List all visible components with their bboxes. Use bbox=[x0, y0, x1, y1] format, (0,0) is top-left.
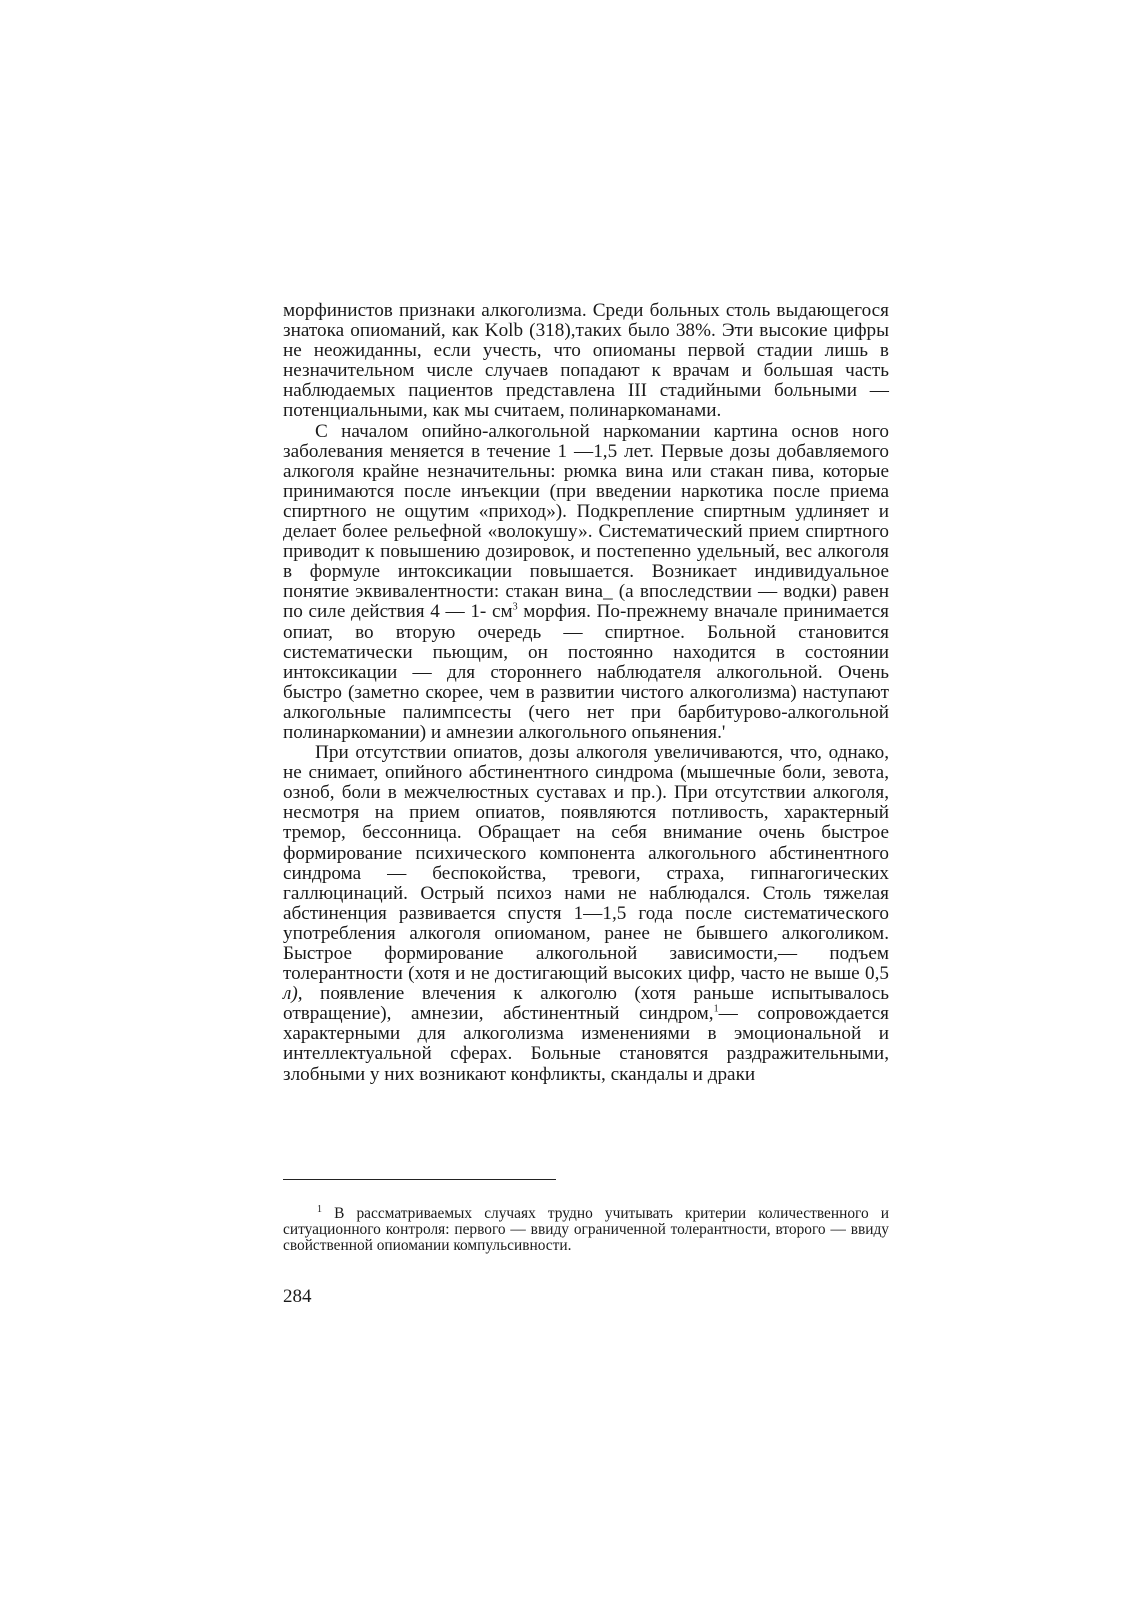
superscript: 3 bbox=[512, 602, 518, 614]
footnote bbox=[283, 1203, 889, 1255]
footnote-body: В рассматриваемых случаях трудно учитывать критерии количественного и ситуационного контроля: первого — ввиду ограниченной толерантности, второго — ввиду свойственной опиомании компульсивности. bbox=[283, 1205, 889, 1255]
text-segment: появление влечения к алкоголю (хотя раньше испытывалось отвращение), амнезии, абстинентный синдром, bbox=[283, 983, 889, 1025]
body-text bbox=[283, 301, 889, 1085]
text-segment: С началом опийно-алкогольной наркомании картина основ ного заболевания меняется в течение 1 —1,5 лет. Первые дозы добавляемого алкоголя крайне незначительны: рюмка вина или стакан пива, которые принимаются после инъекции (при введении наркотика после приема спиртного не ощутим «приход»). Подкрепление спиртным удлиняет и делает более рельефной «волокушу». Систематический прием спиртного приводит к повышению дозировок, и постепенно удельный, вес алкоголя в формуле интоксикации повышается. Возникает индивидуальное понятие эквивалентности: стакан вина_ (а впоследствии — водки) равен по силе действия 4 — 1- см bbox=[283, 420, 889, 623]
text-segment: морфинистов признаки алкоголизма. Среди больных столь выдающегося знатока опиоманий, как Kolb (318),таких было 38%. Эти высокие цифры не неожиданны, если учесть, что опиоманы первой стадии лишь в незначительном числе случаев попадают к врачам и большая часть наблюдаемых пациентов представлена III стадийными больными — потенциальными, как мы считаем, полинаркоманами. bbox=[283, 300, 889, 422]
paragraph-2 bbox=[283, 422, 889, 744]
paragraph-1 bbox=[283, 301, 889, 422]
paragraph-3 bbox=[283, 743, 889, 1085]
text-segment: При отсутствии опиатов, дозы алкоголя увеличиваются, что, однако, не снимает, опийного абстинентного синдрома (мышечные боли, зевота, озноб, боли в межчелюстных суставах и пр.). При отсутствии алкоголя, несмотря на прием опиатов, появляются потливость, характерный тремор, бессонница. Обращает на себя внимание очень быстрое формирование психического компонента алкогольного абстинентного синдрома — беспокойства, тревоги, страха, гипнагогических галлюцинаций. Острый психоз нами не наблюдался. Столь тяжелая абстиненция развивается спустя 1—1,5 года после систематического употребления алкоголя опиоманом, ранее не бывшего алкоголиком. Быстрое формирование алкогольной зависимости,— подъем толерантности (хотя и не достигающий высоких цифр, часто не выше 0,5 bbox=[283, 742, 889, 985]
footnote-text bbox=[283, 1203, 889, 1255]
text-segment: морфия. По-прежнему вначале принимается опиат, во вторую очередь — спиртное. Больной становится систематически пьющим, он постоянно находится в состоянии интоксикации — для стороннего наблюдателя алкогольной. Очень быстро (заметно скорее, чем в развитии чистого алкоголизма) наступают алкогольные палимпсесты (чего нет при барбитурово-алкогольной полинаркомании) и амнезии алкогольного опьянения.' bbox=[283, 601, 889, 743]
superscript: 1 bbox=[713, 1003, 719, 1015]
italic-text: л), bbox=[283, 983, 303, 1005]
page-number: 284 bbox=[283, 1286, 312, 1307]
footnote-separator bbox=[283, 1179, 556, 1180]
text-segment: — сопровождается характерными для алкоголизма изменениями в эмоциональной и интеллектуальной сферах. Больные становятся раздражительными, злобными у них возникают конфликты, скандалы и драки bbox=[283, 1003, 889, 1085]
footnote-marker: 1 bbox=[317, 1203, 322, 1215]
